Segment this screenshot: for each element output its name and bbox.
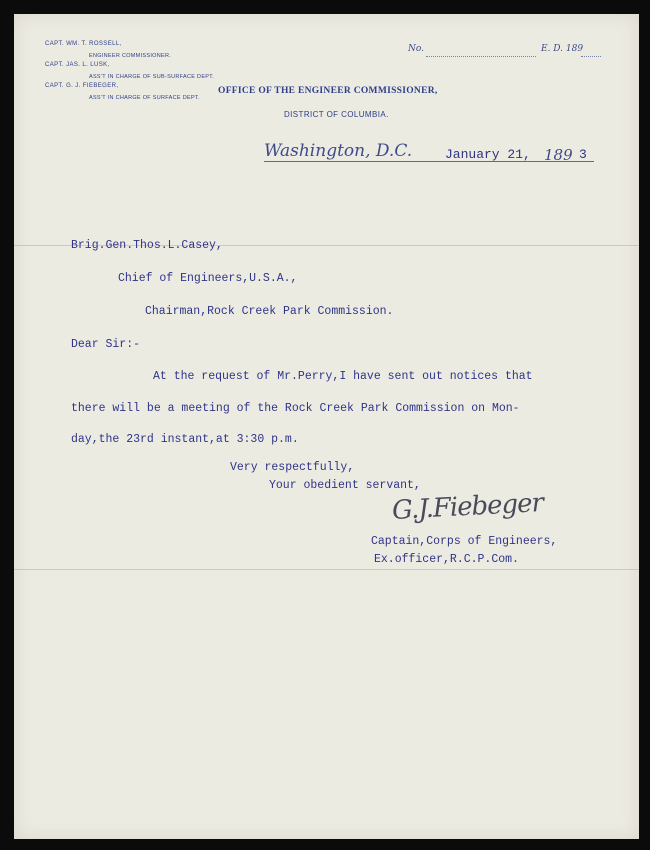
number-line [426,56,536,57]
letter-paper [14,14,639,839]
file-line [581,56,601,57]
fold-line [14,569,639,570]
addressee-role: Chairman,Rock Creek Park Commission. [145,305,394,318]
officer-title: ENGINEER COMMISSIONER. [89,53,172,59]
body-line: there will be a meeting of the Rock Creek Park Commission on Mon- [71,402,520,415]
number-label: No. [408,44,424,54]
officer-name: CAPT. JAS. L. LUSK, [45,62,110,68]
officer-title: ASS'T IN CHARGE OF SUB-SURFACE DEPT. [89,74,215,80]
signature: G.J.Fiebeger [391,488,544,526]
file-label: E. D. 189 [541,44,584,54]
signatory-title: Captain,Corps of Engineers, [371,535,558,548]
officer-name: CAPT. WM. T. ROSSELL, [45,41,122,47]
dateline-year-suffix: 3 [579,147,587,162]
body-line: day,the 23rd instant,at 3:30 p.m. [71,433,299,446]
district-title: DISTRICT OF COLUMBIA. [284,110,389,119]
salutation: Dear Sir:- [71,338,141,351]
officer-title: ASS'T IN CHARGE OF SURFACE DEPT. [89,95,200,101]
addressee-title: Chief of Engineers,U.S.A., [118,272,298,285]
signatory-office: Ex.officer,R.C.P.Com. [374,553,519,566]
body-line: At the request of Mr.Perry,I have sent out notices that [153,370,533,383]
dateline-place: Washington, D.C. [264,141,413,161]
office-title: OFFICE OF THE ENGINEER COMMISSIONER, [218,86,438,96]
closing: Very respectfully, [230,461,355,474]
officer-name: CAPT. G. J. FIEBEGER, [45,83,119,89]
dateline-date: January 21, [445,147,531,162]
closing: Your obedient servant, [269,479,421,492]
dateline-year-prefix: 189 [544,146,573,164]
addressee-name: Brig.Gen.Thos.L.Casey, [71,239,223,252]
